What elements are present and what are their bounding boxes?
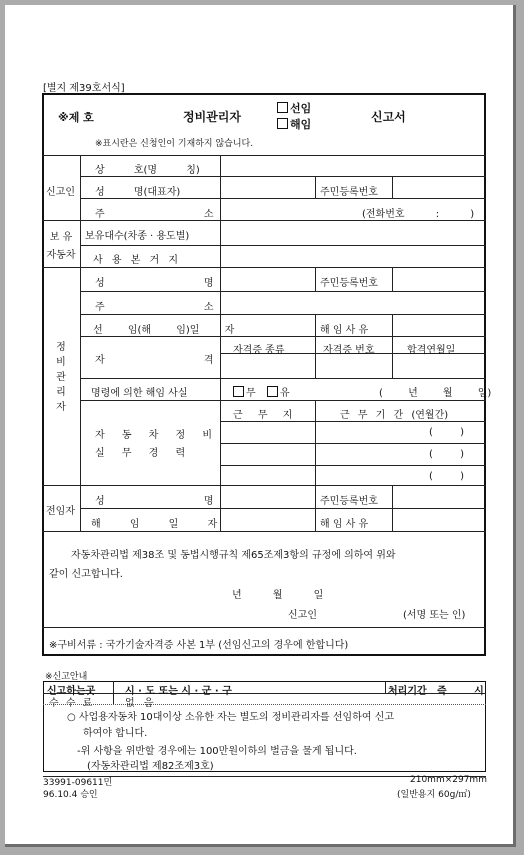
statement-date: 년 월 일 — [232, 590, 324, 601]
manager-address-label: 주 소 — [95, 302, 214, 313]
notice-2: -위 사항을 위반할 경우에는 100만원이하의 벌금을 물게 됩니다. — [77, 746, 357, 757]
appoint-option[interactable]: 선임 — [277, 100, 311, 116]
period-paren-2: ( ) — [429, 449, 464, 460]
fee-label: 수 수 료 — [49, 698, 93, 709]
previous-group-label: 전임자 — [46, 506, 75, 517]
workplace-label: 근 무 지 — [233, 410, 293, 421]
declarant-resident-no-label: 주민등록번호 — [320, 187, 378, 198]
appoint-date-label: 선 임(해 임)일 자 — [93, 325, 235, 336]
declarant-group-label: 신고인 — [46, 187, 75, 198]
statement-line-2: 같이 신고합니다. — [49, 569, 123, 580]
order-date-blank: ( 년 월 일) — [379, 388, 492, 399]
form-title: 정비관리자 — [183, 110, 241, 124]
previous-dismiss-reason-label: 해 임 사 유 — [320, 519, 369, 530]
dismiss-option[interactable]: 해임 — [277, 116, 311, 132]
receipt-mark: ※제 호 — [58, 111, 94, 124]
attachments-note: ※구비서류 : 국가기술자격증 사본 1부 (선임신고의 경우에 한합니다) — [49, 640, 349, 651]
qual-type-label: 자격증 종류 — [233, 345, 285, 356]
previous-dismiss-date-label: 해 임 일 자 — [91, 519, 218, 530]
manager-group-label: 정 비 관 리 자 — [56, 342, 66, 413]
exists-checkbox[interactable] — [267, 386, 278, 397]
guide-title: ※신고안내 — [45, 672, 88, 682]
manager-dismiss-reason-label: 해 임 사 유 — [320, 325, 369, 336]
work-period-label: 근 무 기 간 (연월간) — [340, 410, 449, 421]
statement-line-1: 자동차관리법 제38조 및 동법시행규칙 제65조제3항의 규정에 의하여 위와 — [71, 550, 396, 561]
manager-resident-no-label: 주민등록번호 — [320, 278, 378, 289]
header-note: ※표시란은 신청인이 기재하지 않습니다. — [95, 139, 254, 149]
sign-note: (서명 또는 인) — [403, 610, 466, 621]
qual-no-label: 자격증 번호 — [323, 345, 375, 356]
phone-label: (전화번호 : ) — [362, 209, 475, 220]
previous-resident-no-label: 주민등록번호 — [320, 496, 378, 507]
option-none[interactable]: 무 — [233, 384, 256, 399]
qualification-label: 자 격 — [95, 355, 214, 366]
experience-label: 자 동 차 정 비 실 무 경 력 — [95, 430, 213, 459]
form-title-end: 신고서 — [371, 110, 406, 124]
place-value: 시 · 도 또는 시 · 군 · 구 — [125, 686, 232, 697]
order-fact-label: 명령에 의한 해임 사실 — [91, 388, 188, 399]
notice-1b: 하여야 합니다. — [83, 728, 148, 739]
period-label: 처리기간 — [388, 686, 427, 697]
period-value: 즉 시 — [437, 686, 484, 697]
qual-date-label: 합격연월일 — [407, 345, 456, 356]
company-name-label: 상 호(명 칭) — [95, 165, 200, 176]
none-checkbox[interactable] — [233, 386, 244, 397]
place-label: 신고하는곳 — [47, 686, 96, 697]
garage-label: 사 용 본 거 지 — [93, 255, 179, 266]
vehicle-count-label: 보유대수(차종 · 용도별) — [85, 231, 190, 242]
paper-size: 210mm×297mm — [410, 775, 487, 785]
notice-3: (자동차관리법 제82조제3호) — [87, 761, 214, 772]
notice-1a: ○ 사업용자동차 10대이상 소유한 자는 별도의 정비관리자를 선임하여 신고 — [67, 712, 395, 723]
period-paren-3: ( ) — [429, 471, 464, 482]
manager-name-label: 성 명 — [95, 278, 214, 289]
vehicles-group-label: 보 유 자동차 — [46, 232, 76, 261]
previous-name-label: 성 명 — [95, 496, 214, 507]
dismiss-checkbox[interactable] — [277, 118, 288, 129]
approval-date: 96.10.4 승인 — [43, 790, 98, 800]
signer-label: 신고인 — [288, 610, 317, 621]
period-paren-1: ( ) — [429, 427, 464, 438]
representative-label: 성 명(대표자) — [95, 187, 181, 198]
appoint-checkbox[interactable] — [277, 102, 288, 113]
paper-type: (일반용지 60g/㎡) — [397, 790, 471, 800]
form-number: [별지 제39호서식] — [43, 83, 125, 94]
declarant-address-label: 주 소 — [95, 209, 214, 220]
fee-value: 없 음 — [125, 698, 154, 709]
form-page — [5, 5, 516, 847]
option-exists[interactable]: 유 — [267, 384, 290, 399]
form-code: 33991-09611민 — [43, 778, 113, 788]
